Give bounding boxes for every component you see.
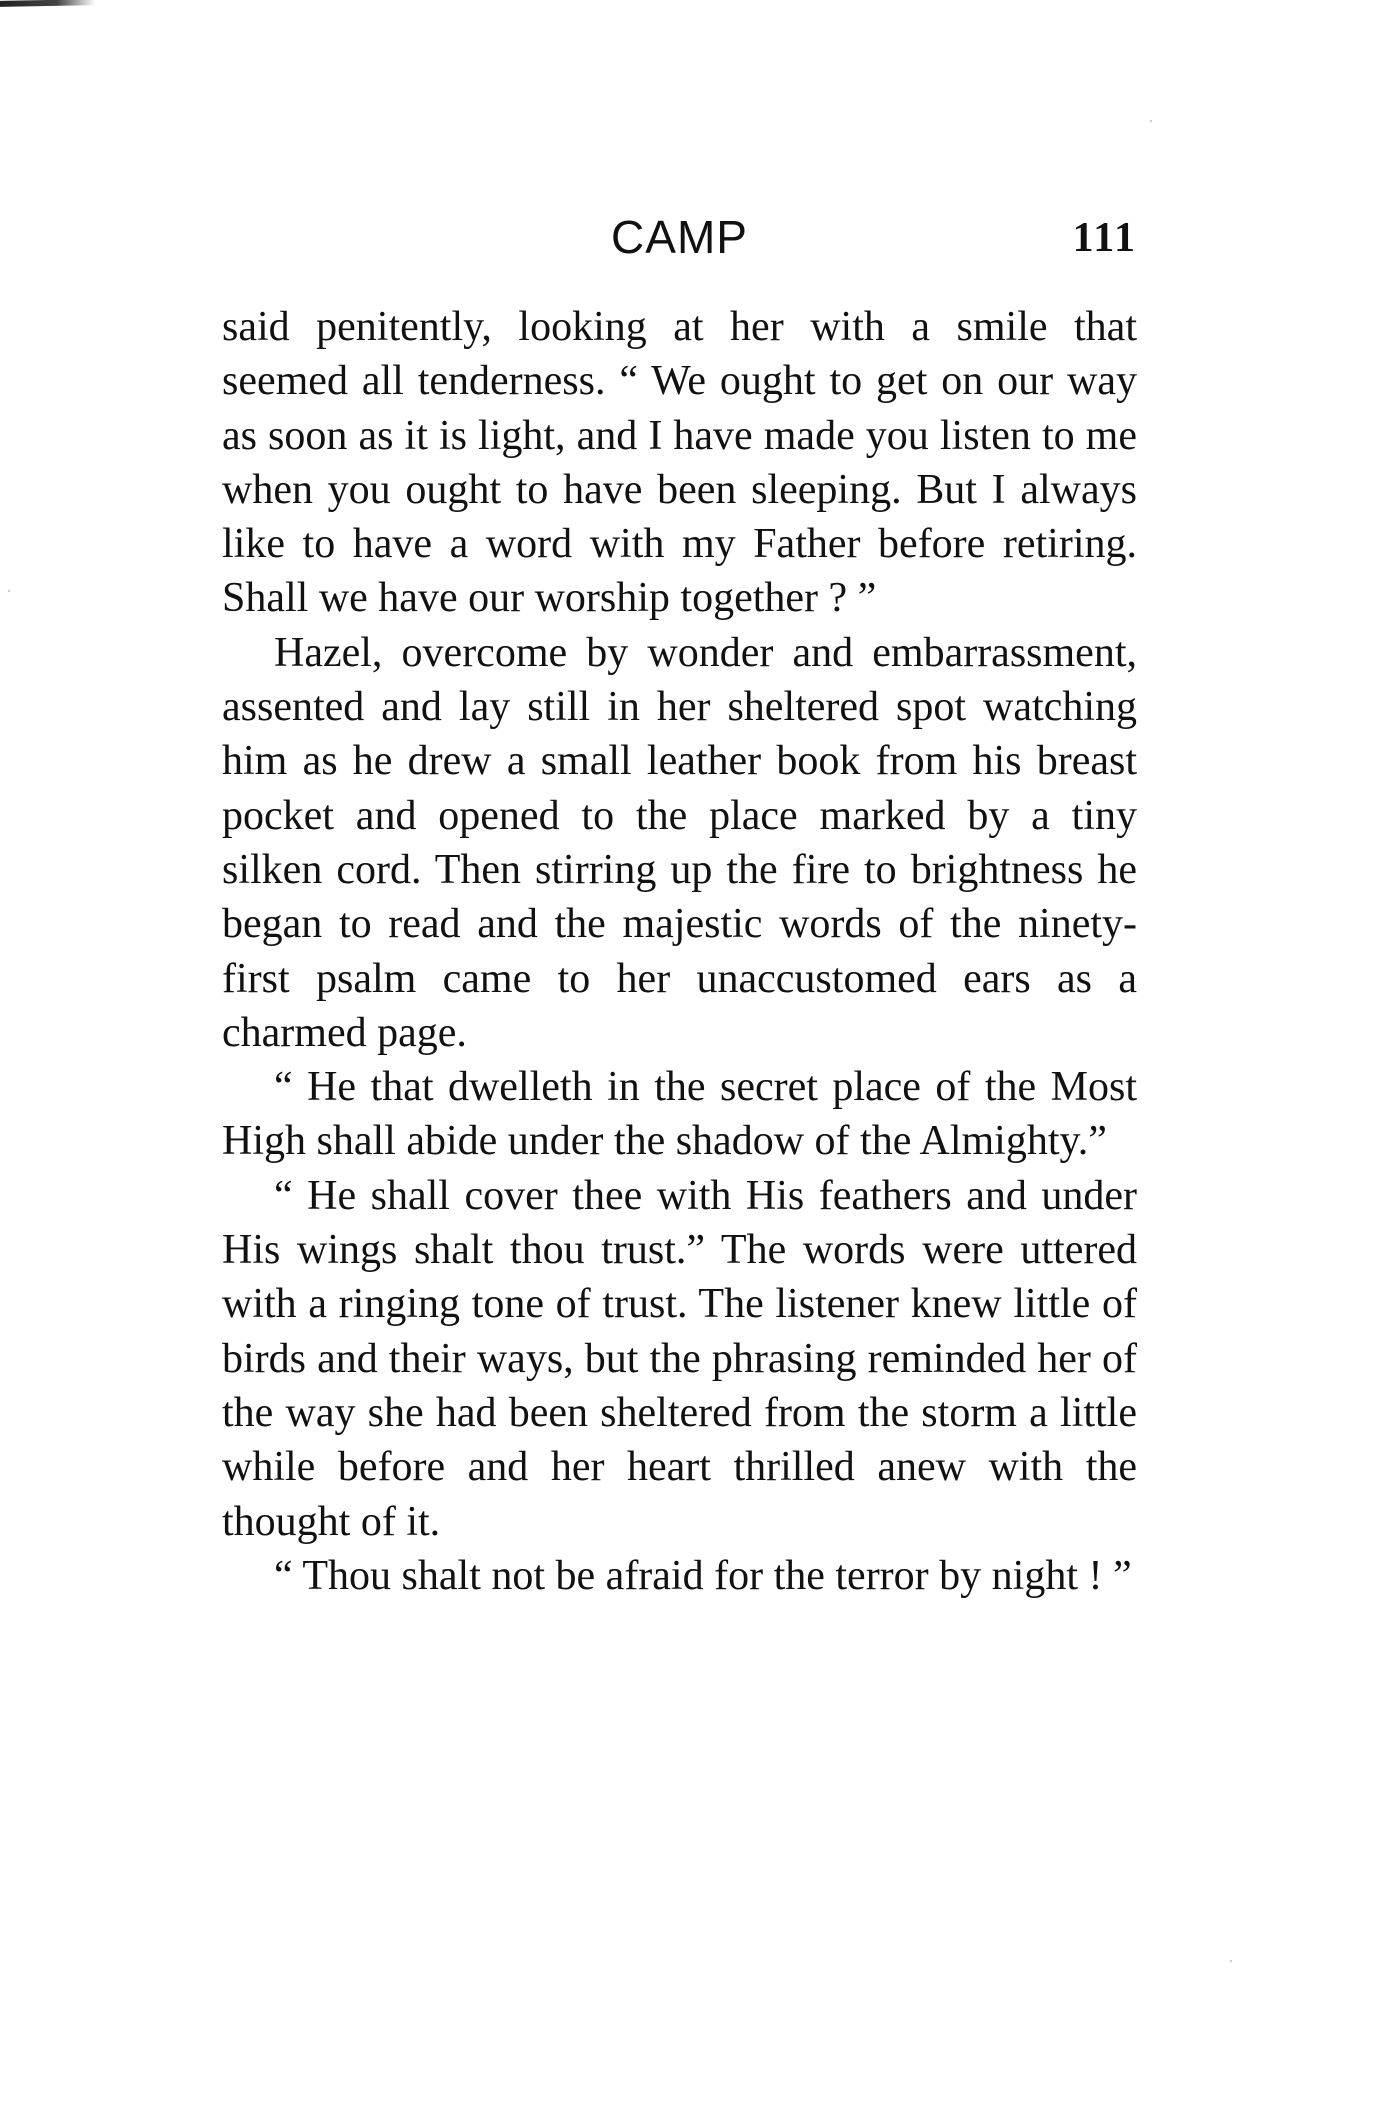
page-number: 111: [1072, 215, 1137, 261]
paragraph-psalm-verse-1: “ He that dwelleth in the secret place of the Most High shall abide under the shadow of the Almighty.”: [222, 1064, 1137, 1165]
scan-corner-mark: [0, 0, 95, 7]
paragraph-hazel: Hazel, overcome by wonder and embarrassment, assented and lay still in her sheltered spot watching him as he drew a small leather book from his breast pocket and opened to the place marked by a tiny silken cord. Then stirring up the fire to brightness he began to read and the majestic words of the ninety-first psalm came to her unaccustomed ears as a charmed page.: [222, 629, 1137, 1056]
running-head: CAMP: [611, 211, 748, 263]
scan-speck: [1150, 120, 1152, 122]
paragraph-psalm-verse-4: “ He shall cover thee with His feathers and under His wings shalt thou trust.” The words were uttered with a ringing tone of trust. The listener knew little of birds and their ways, but the phrasing reminded her of the way she had been sheltered from the storm a little while before and her heart thrilled anew with the thought of it.: [222, 1172, 1137, 1545]
paragraph-psalm-verse-5: “ Thou shalt not be afraid for the terror by night ! ”: [274, 1552, 1132, 1599]
body-text: [222, 300, 1137, 1603]
page-header: [222, 210, 1137, 280]
paragraph-continuation: said penitently, looking at her with a smile that seemed all tenderness. “ We ought to get on our way as soon as it is light, and I have made you listen to me when you ought to have been sleeping. But I always like to have a word with my Father before retiring. Shall we have our worship together ? ”: [222, 304, 1137, 622]
scan-speck: [8, 590, 10, 592]
scan-speck: [1230, 1960, 1232, 1962]
